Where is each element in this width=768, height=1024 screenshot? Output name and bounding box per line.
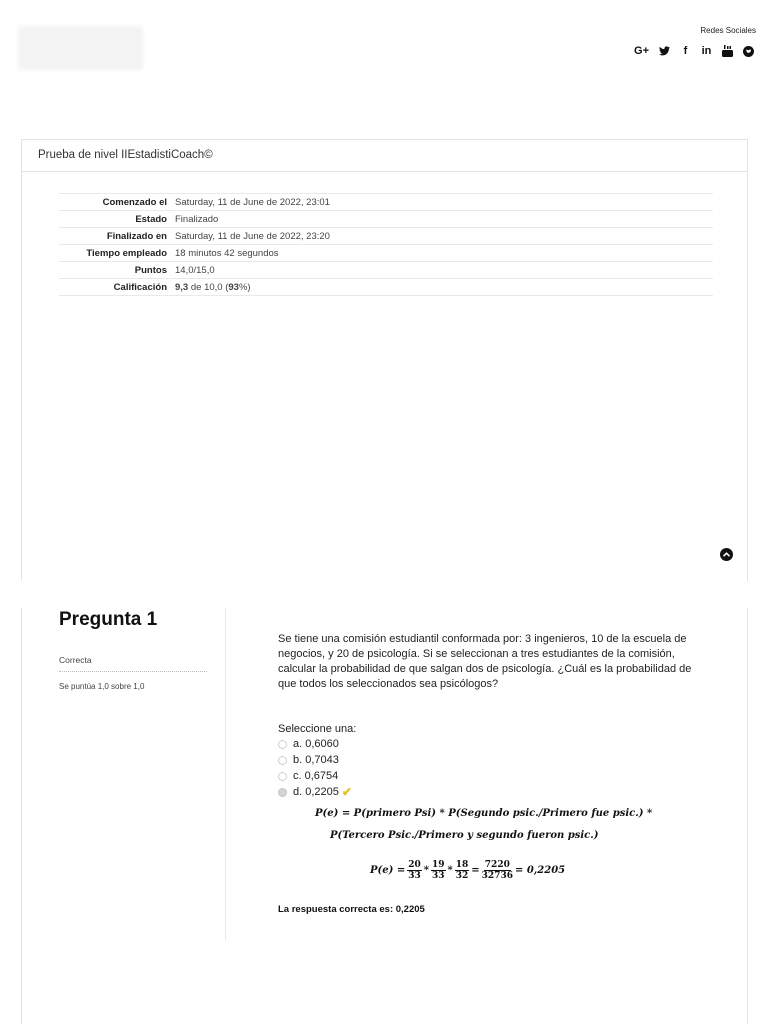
fraction-denominator: 33 xyxy=(408,871,421,881)
table-row xyxy=(59,228,713,245)
twitter-icon[interactable] xyxy=(659,44,670,58)
started-value: Saturday, 11 de June de 2022, 23:01 xyxy=(171,194,713,211)
started-label: Comenzado el xyxy=(59,194,171,211)
formula-line-2: P(Tercero Psic./Primero y segundo fueron psic.) xyxy=(330,830,599,841)
question-heading: Pregunta 1 xyxy=(59,609,158,630)
finished-label: Finalizado en xyxy=(59,228,171,245)
finished-value: Saturday, 11 de June de 2022, 23:20 xyxy=(171,228,713,245)
radio-button-selected[interactable] xyxy=(278,788,287,797)
social-icons-bar xyxy=(634,44,754,58)
answer-option-c[interactable] xyxy=(278,768,698,784)
column-divider xyxy=(225,608,226,940)
radio-button[interactable] xyxy=(278,756,287,765)
facebook-icon[interactable]: f xyxy=(683,45,688,57)
state-value: Finalizado xyxy=(171,211,713,228)
grade-value xyxy=(171,279,713,296)
question-panel xyxy=(21,608,748,1024)
table-row xyxy=(59,194,713,211)
grade-percent: 93 xyxy=(228,281,239,293)
fraction-numerator: 7220 xyxy=(484,860,510,870)
answer-option-a[interactable] xyxy=(278,736,698,752)
formula-line-3 xyxy=(370,860,565,881)
table-row xyxy=(59,245,713,262)
fraction xyxy=(431,860,446,881)
correct-answer-feedback: La respuesta correcta es: 0,2205 xyxy=(278,904,425,915)
scroll-to-top-button[interactable] xyxy=(720,548,733,561)
table-row xyxy=(59,279,713,296)
solution-formula-image xyxy=(310,808,653,903)
answer-prompt: Seleccione una: xyxy=(278,723,357,735)
question-content xyxy=(278,632,698,915)
linkedin-icon[interactable]: in xyxy=(701,45,712,57)
attempt-summary-table xyxy=(59,193,713,296)
radio-button[interactable] xyxy=(278,772,287,781)
question-info xyxy=(59,608,207,691)
answer-label: a. 0,6060 xyxy=(293,738,339,750)
state-label: Estado xyxy=(59,211,171,228)
time-taken-label: Tiempo empleado xyxy=(59,245,171,262)
table-row xyxy=(59,211,713,228)
points-label: Puntos xyxy=(59,262,171,279)
quiz-title: Prueba de nivel IIEstadistiCoach© xyxy=(22,140,747,172)
fraction-denominator: 32736 xyxy=(481,871,513,881)
formula-lhs: P(e) = xyxy=(370,865,406,876)
points-value: 14,0/15,0 xyxy=(171,262,713,279)
question-text: Se tiene una comisión estudiantil conformada por: 3 ingenieros, 10 de la escuela de negocios, y 20 de psicología. Si se seleccionan a tres estudiantes de la comisión, calcular la probabilidad de que salgan dos de psicología. ¿Cuál es la probabilidad de que todos los seleccionados sea psicólogos? xyxy=(278,633,692,690)
question-grade: Se puntúa 1,0 sobre 1,0 xyxy=(59,682,145,691)
fraction-numerator: 19 xyxy=(431,860,445,870)
google-plus-icon[interactable]: G+ xyxy=(634,45,649,57)
fraction xyxy=(482,860,513,881)
answer-option-d[interactable] xyxy=(278,784,698,800)
fraction-numerator: 20 xyxy=(408,860,421,870)
formula-equals: = xyxy=(471,865,480,876)
formula-times: * xyxy=(423,865,429,876)
chevron-up-icon xyxy=(723,552,730,557)
formula-result: = 0,2205 xyxy=(514,865,566,876)
correct-check-icon: ✔ xyxy=(341,785,352,799)
time-taken-value: 18 minutos 42 segundos xyxy=(171,245,713,262)
quiz-summary-panel xyxy=(21,139,748,581)
fraction-numerator: 18 xyxy=(455,860,469,870)
question-state: Correcta xyxy=(59,655,207,672)
youtube-icon[interactable] xyxy=(722,44,733,58)
table-row xyxy=(59,262,713,279)
answer-option-b[interactable] xyxy=(278,752,698,768)
fraction xyxy=(455,860,470,881)
site-logo[interactable] xyxy=(18,26,143,70)
grade-label: Calificación xyxy=(59,279,171,296)
globe-icon[interactable] xyxy=(743,44,754,58)
answer-label: d. 0,2205 xyxy=(293,786,339,798)
grade-max: de 10,0 ( xyxy=(188,281,229,293)
fraction-denominator: 33 xyxy=(431,871,445,881)
fraction xyxy=(407,860,422,881)
formula-times: * xyxy=(447,865,453,876)
answer-label: c. 0,6754 xyxy=(293,770,339,782)
social-networks-label: Redes Sociales xyxy=(700,26,756,35)
answer-label: b. 0,7043 xyxy=(293,754,339,766)
fraction-denominator: 32 xyxy=(455,871,469,881)
radio-button[interactable] xyxy=(278,740,287,749)
answer-options xyxy=(278,736,698,800)
grade-score: 9,3 xyxy=(175,281,189,293)
grade-percent-sign: %) xyxy=(238,281,251,293)
formula-line-1: P(e) = P(primero Psi) * P(Segundo psic./Primero fue psic.) * xyxy=(315,808,653,819)
